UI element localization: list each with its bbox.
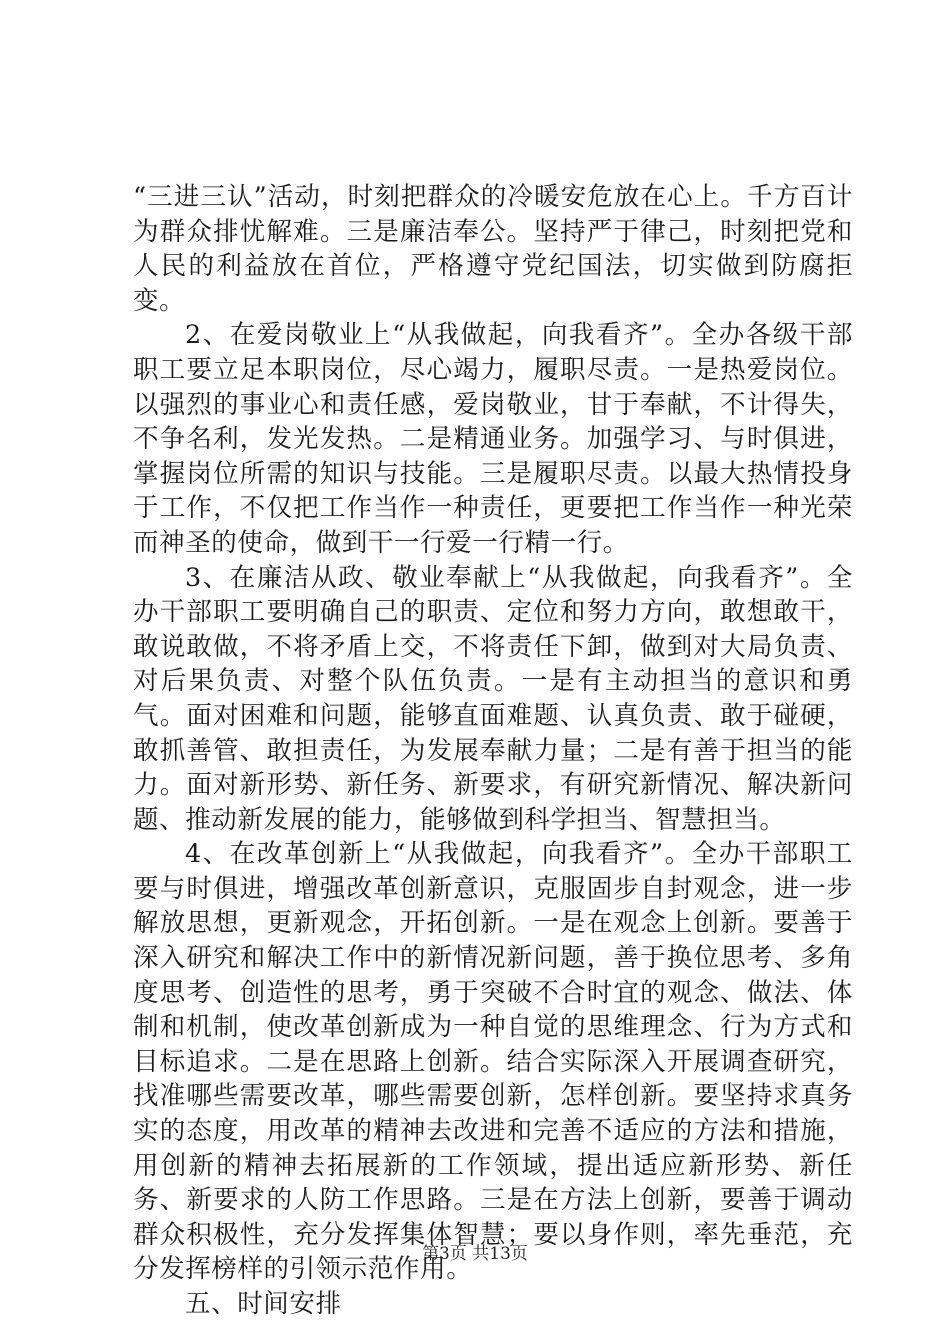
page-number: 第3页 共13页 (422, 1244, 528, 1264)
paragraph-item-2: 2、在爱岗敬业上“从我做起，向我看齐”。全办各级干部职工要立足本职岗位，尽心竭力，履职尽责。一是热爱岗位。以强烈的事业心和责任感，爱岗敬业，甘于奉献，不计得失，不争名利，发光发热。二是精通业务。加强学习、与时俱进，掌握岗位所需的知识与技能。三是履职尽责。以最大热情投身于工作，不仅把工作当作一种责任，更要把工作当作一种光荣而神圣的使命，做到干一行爱一行精一行。 (133, 320, 853, 558)
section-heading-schedule: 五、时间安排 (185, 1289, 342, 1319)
paragraph-item-4: 4、在改革创新上“从我做起，向我看齐”。全办干部职工要与时俱进，增强改革创新意识，克服固步自封观念，进一步解放思想，更新观念，开拓创新。一是在观念上创新。要善于深入研究和解决工作中的新情况新问题，善于换位思考、多角度思考、创造性的思考，勇于突破不合时宜的观念、做法、体制和机制，使改革创新成为一种自觉的思维理念、行为方式和目标追求。二是在思路上创新。结合实际深入开展调查研究，找准哪些需要改革，哪些需要创新，怎样创新。要坚持求真务实的态度，用改革的精神去改进和完善不适应的方法和措施，用创新的精神去拓展新的工作领域，提出适应新形势、新任务、新要求的人防工作思路。三是在方法上创新，要善于调动群众积极性，充分发挥集体智慧；要以身作则，率先垂范，充分发挥榜样的引领示范作用。 (133, 839, 853, 1285)
page-footer (0, 1243, 950, 1265)
paragraph-item-3: 3、在廉洁从政、敬业奉献上“从我做起，向我看齐”。全办干部职工要明确自己的职责、定位和努力方向，敢想敢干，敢说敢做，不将矛盾上交，不将责任下卸，做到对大局负责、对后果负责、对整个队伍负责。一是有主动担当的意识和勇气。面对困难和问题，能够直面难题、认真负责、敢于碰硬，敢抓善管、敢担责任，为发展奉献力量；二是有善于担当的能力。面对新形势、新任务、新要求，有研究新情况、解决新问题、推动新发展的能力，能够做到科学担当、智慧担当。 (133, 562, 853, 835)
document-body (133, 180, 853, 1322)
paragraph-continuation: “三进三认”活动，时刻把群众的冷暖安危放在心上。千方百计为群众排忧解难。三是廉洁奉公。坚持严于律己，时刻把党和人民的利益放在首位，严格遵守党纪国法，切实做到防腐拒变。 (133, 182, 853, 316)
